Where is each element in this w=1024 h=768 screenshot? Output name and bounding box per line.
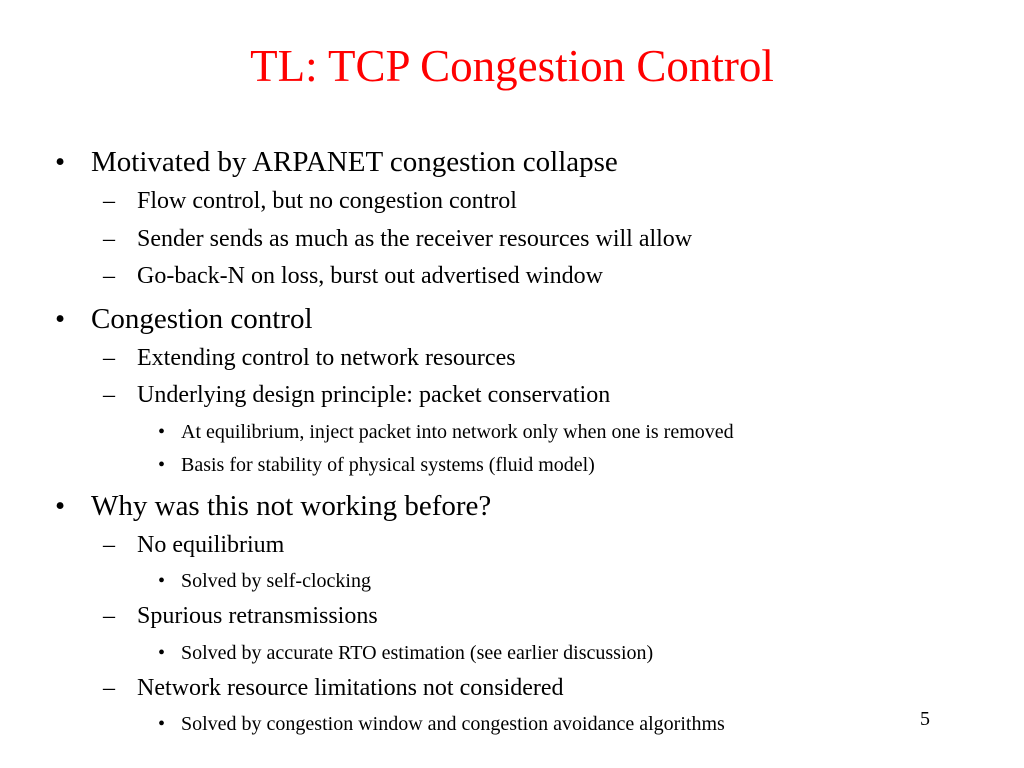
bullet-text: Motivated by ARPANET congestion collapse	[91, 146, 618, 178]
sub-bullet-text: Underlying design principle: packet conservation	[137, 382, 611, 408]
dash-marker: –	[103, 382, 115, 408]
dash-marker: –	[103, 263, 115, 289]
sub-bullet-text: Network resource limitations not considered	[137, 675, 564, 701]
small-bullet-marker: •	[158, 454, 166, 476]
slide-title: TL: TCP Congestion Control	[250, 41, 774, 91]
sub-bullet-text: No equilibrium	[137, 532, 285, 558]
bullet-marker: •	[55, 146, 66, 178]
sub-sub-bullet-text: Solved by self-clocking	[181, 570, 371, 592]
small-bullet-marker: •	[158, 421, 166, 443]
bullet-text: Why was this not working before?	[91, 490, 492, 522]
sub-sub-bullet-text: Solved by congestion window and congestion avoidance algorithms	[181, 713, 725, 735]
sub-bullet-text: Sender sends as much as the receiver resources will allow	[137, 226, 693, 252]
small-bullet-marker: •	[158, 713, 166, 735]
dash-marker: –	[103, 188, 115, 214]
page-number: 5	[920, 708, 930, 730]
sub-bullet-text: Extending control to network resources	[137, 345, 516, 371]
dash-marker: –	[103, 532, 115, 558]
dash-marker: –	[103, 226, 115, 252]
dash-marker: –	[103, 345, 115, 371]
bullet-text: Congestion control	[91, 303, 313, 335]
sub-sub-bullet-text: At equilibrium, inject packet into network only when one is removed	[181, 421, 734, 443]
sub-sub-bullet-text: Basis for stability of physical systems (fluid model)	[181, 454, 595, 476]
sub-bullet-text: Spurious retransmissions	[137, 603, 378, 629]
sub-bullet-text: Flow control, but no congestion control	[137, 188, 517, 214]
small-bullet-marker: •	[158, 570, 166, 592]
sub-sub-bullet-text: Solved by accurate RTO estimation (see earlier discussion)	[181, 642, 654, 664]
dash-marker: –	[103, 603, 115, 629]
dash-marker: –	[103, 675, 115, 701]
bullet-marker: •	[55, 490, 66, 522]
sub-bullet-text: Go-back-N on loss, burst out advertised window	[137, 263, 603, 289]
bullet-marker: •	[55, 303, 66, 335]
small-bullet-marker: •	[158, 642, 166, 664]
